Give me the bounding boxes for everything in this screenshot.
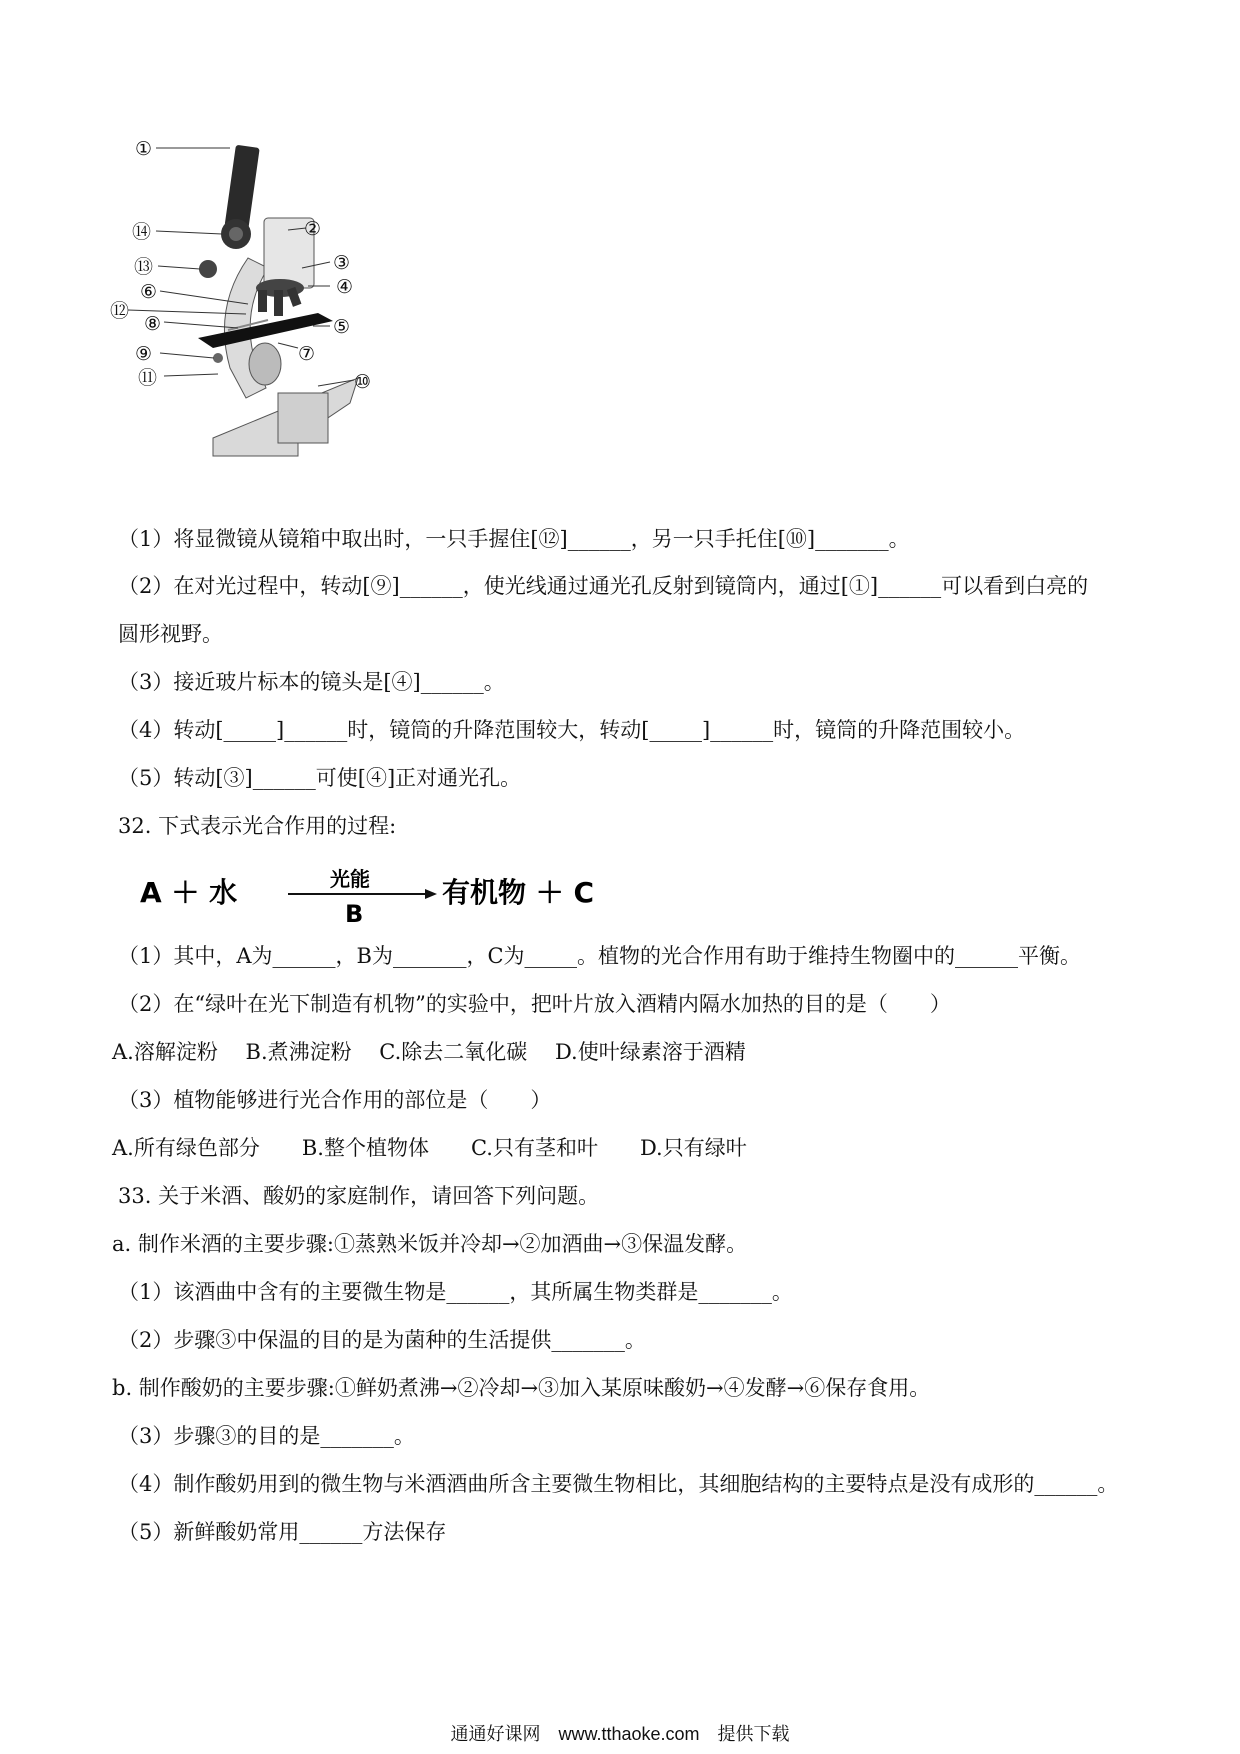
microscope-figure xyxy=(110,138,438,498)
formula-right: 有机物 ＋ C xyxy=(442,876,595,909)
label-2: ② xyxy=(304,218,322,240)
label-9: ⑨ xyxy=(135,343,153,365)
q31-sub2-line1: （2）在对光过程中，转动[⑨]______，使光线通过通光孔反射到镜筒内，通过[①]______可以看到白亮的 xyxy=(118,574,1089,598)
label-14: ⑭ xyxy=(132,221,152,243)
q33-part-b: b. 制作酸奶的主要步骤:①鲜奶煮沸→②冷却→③加入某原味酸奶→④发酵→⑥保存食用。 xyxy=(112,1376,931,1400)
label-7: ⑦ xyxy=(298,343,316,365)
q32-sub2-options: A.溶解淀粉 B.煮沸淀粉 C.除去二氧化碳 D.使叶绿素溶于酒精 xyxy=(112,1040,746,1064)
label-12: ⑫ xyxy=(110,300,130,322)
formula-below: B xyxy=(345,900,364,928)
label-6: ⑥ xyxy=(140,281,158,303)
q32-sub3-options: A.所有绿色部分 B.整个植物体 C.只有茎和叶 D.只有绿叶 xyxy=(112,1136,747,1160)
label-8: ⑧ xyxy=(144,313,162,335)
q31-sub3: （3）接近玻片标本的镜头是[④]______。 xyxy=(118,670,505,694)
q33-sub1: （1）该酒曲中含有的主要微生物是______，其所属生物类群是_______。 xyxy=(118,1280,793,1304)
label-13: ⑬ xyxy=(134,256,154,278)
page-footer: 通通好课网 www.tthaoke.com 提供下载 xyxy=(450,1724,790,1744)
label-11: ⑪ xyxy=(138,367,158,389)
q32-sub3: （3）植物能够进行光合作用的部位是（ ） xyxy=(118,1088,552,1112)
q32-sub1: （1）其中，A为______，B为_______，C为_____。植物的光合作用有助于维持生物圈中的______平衡。 xyxy=(118,944,1082,968)
q33-title: 33. 关于米酒、酸奶的家庭制作，请回答下列问题。 xyxy=(118,1184,600,1208)
q31-sub2-line2: 圆形视野。 xyxy=(118,622,223,646)
q31-sub5: （5）转动[③]______可使[④]正对通光孔。 xyxy=(118,766,522,790)
q32-title: 32. 下式表示光合作用的过程: xyxy=(118,814,397,838)
q33-sub3: （3）步骤③的目的是_______。 xyxy=(118,1424,415,1448)
q33-part-a: a. 制作米酒的主要步骤:①蒸熟米饭并冷却→②加酒曲→③保温发酵。 xyxy=(112,1232,748,1256)
label-5: ⑤ xyxy=(333,316,351,338)
label-4: ④ xyxy=(336,276,354,298)
label-3: ③ xyxy=(333,252,351,274)
formula-left: A ＋ 水 xyxy=(140,876,238,909)
label-1: ① xyxy=(135,138,153,160)
label-10: ⑩ xyxy=(354,371,372,393)
photosynthesis-formula xyxy=(140,860,660,928)
q33-sub4: （4）制作酸奶用到的微生物与米酒酒曲所含主要微生物相比，其细胞结构的主要特点是没有成形的______。 xyxy=(118,1472,1119,1496)
q31-sub1: （1）将显微镜从镜箱中取出时，一只手握住[⑫]______，另一只手托住[⑩]_______。 xyxy=(118,527,910,551)
q31-sub4: （4）转动[_____]______时，镜筒的升降范围较大，转动[_____]______时，镜筒的升降范围较小。 xyxy=(118,718,1026,742)
q33-sub2: （2）步骤③中保温的目的是为菌种的生活提供_______。 xyxy=(118,1328,646,1352)
q32-sub2: （2）在“绿叶在光下制造有机物”的实验中，把叶片放入酒精内隔水加热的目的是（ ） xyxy=(118,992,951,1016)
q33-sub5: （5）新鲜酸奶常用______方法保存 xyxy=(118,1520,447,1544)
formula-above: 光能 xyxy=(330,867,370,891)
